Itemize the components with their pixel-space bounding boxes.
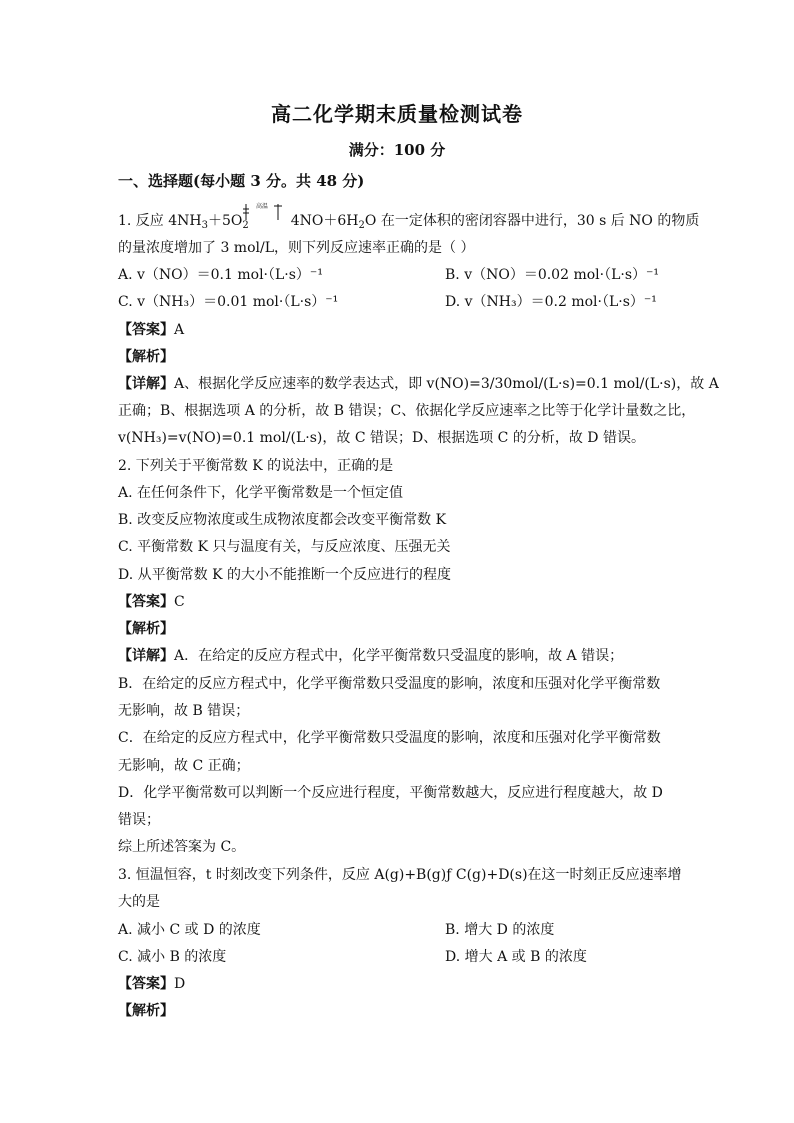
q1-option-c: C. v（NH₃）＝0.01 mol·（L·s）⁻¹ bbox=[118, 294, 339, 310]
answer-value: D bbox=[174, 976, 186, 992]
reversible-arrow-icon bbox=[242, 200, 282, 230]
detail-tag: 【详解】 bbox=[118, 376, 174, 392]
q1-detail-2: 正确；B、根据选项 A 的分析，故 B 错误；C、依据化学反应速率之比等于化学计量数之比， bbox=[118, 403, 696, 419]
arrow-label: 高温 bbox=[255, 203, 269, 210]
q3-option-c: C. 减小 B 的浓度 bbox=[118, 949, 227, 965]
q2-option-b: B. 改变反应物浓度或生成物浓度都会改变平衡常数 K bbox=[118, 512, 447, 528]
q1-option-b: B. v（NO）＝0.02 mol·（L·s）⁻¹ bbox=[445, 267, 660, 283]
q1-option-a: A. v（NO）＝0.1 mol·（L·s）⁻¹ bbox=[118, 267, 323, 283]
section-heading: 一、选择题(每小题 3 分。共 48 分) bbox=[118, 172, 365, 190]
q1-stem-line1: 1. 反应 $4NH_3+5O_2$ $4NO+6H_2O$ 在一定体积的密闭容器中进行，30 s 后 NO 的物质 bbox=[118, 213, 700, 231]
q2-detail-4: C．在给定的反应方程式中，化学平衡常数只受温度的影响，浓度和压强对化学平衡常数 bbox=[118, 730, 661, 746]
q3-option-a: A. 减小 C 或 D 的浓度 bbox=[118, 922, 261, 938]
q2-option-d: D. 从平衡常数 K 的大小不能推断一个反应进行的程度 bbox=[118, 567, 451, 583]
q2-detail-5: 无影响，故 C 正确； bbox=[118, 758, 250, 774]
q1-answer bbox=[118, 320, 184, 340]
q2-detail-6: D．化学平衡常数可以判断一个反应进行程度，平衡常数越大，反应进行程度越大，故 D bbox=[118, 785, 663, 801]
q3-option-b: B. 增大 D 的浓度 bbox=[445, 922, 555, 938]
q2-option-c: C. 平衡常数 K 只与温度有关，与反应浓度、压强无关 bbox=[118, 539, 451, 555]
q1-option-d: D. v（NH₃）＝0.2 mol·（L·s）⁻¹ bbox=[445, 294, 657, 310]
q2-stem: 2. 下列关于平衡常数 K 的说法中，正确的是 bbox=[118, 458, 394, 474]
answer-value: C bbox=[174, 594, 185, 610]
q2-detail-1: 【详解】A．在给定的反应方程式中，化学平衡常数只受温度的影响，故 A 错误； bbox=[118, 648, 624, 664]
detail-tag: 【详解】 bbox=[118, 648, 174, 664]
page-title: 高二化学期末质量检测试卷 bbox=[271, 102, 523, 126]
q2-detail-3: 无影响，故 B 错误； bbox=[118, 703, 250, 719]
q1-stem-line2: 的量浓度增加了 3 mol/L，则下列反应速率正确的是（ ） bbox=[118, 240, 475, 256]
q2-conclusion: 综上所述答案为 C。 bbox=[118, 839, 246, 855]
q3-stem-line1: 3. 恒温恒容，t 时刻改变下列条件，反应 A(g)+B(g)ƒ C(g)+D(s)在这一时刻正反应速率增 bbox=[118, 867, 682, 883]
q2-analysis-tag: 【解析】 bbox=[118, 621, 174, 637]
answer-value: A bbox=[174, 322, 185, 338]
q1-analysis-tag: 【解析】 bbox=[118, 349, 174, 365]
q1-detail-3: v(NH₃)=v(NO)=0.1 mol/(L·s)，故 C 错误；D、根据选项 C 的分析，故 D 错误。 bbox=[118, 430, 645, 446]
answer-tag: 【答案】 bbox=[118, 594, 174, 610]
q3-stem-line2: 大的是 bbox=[118, 894, 160, 910]
answer-tag: 【答案】 bbox=[118, 976, 174, 992]
q3-analysis-tag: 【解析】 bbox=[118, 1003, 174, 1019]
q3-answer bbox=[118, 974, 185, 994]
q1-detail-1: 【详解】A、根据化学反应速率的数学表达式，即 v(NO)=3/30mol/(L·s)=0.1 mol/(L·s)，故 A bbox=[118, 376, 719, 392]
q2-answer bbox=[118, 592, 185, 612]
answer-tag: 【答案】 bbox=[118, 322, 174, 338]
q2-detail-7: 错误； bbox=[118, 812, 160, 828]
q3-option-d: D. 增大 A 或 B 的浓度 bbox=[445, 949, 587, 965]
full-score: 满分：100 分 bbox=[348, 141, 446, 159]
q2-option-a: A. 在任何条件下，化学平衡常数是一个恒定值 bbox=[118, 485, 404, 501]
q2-detail-2: B．在给定的反应方程式中，化学平衡常数只受温度的影响，浓度和压强对化学平衡常数 bbox=[118, 676, 661, 692]
